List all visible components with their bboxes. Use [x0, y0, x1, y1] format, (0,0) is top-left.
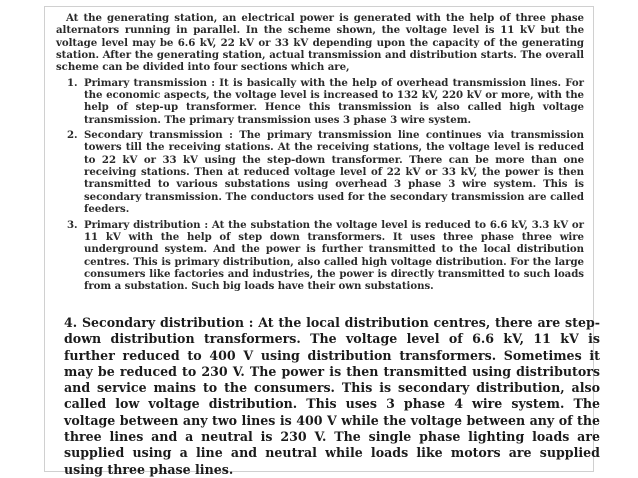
- item-text: At the substation the voltage level is reduced to 6.6 kV, 3.3 kV or 11 kV with the help of step down transformers. It uses three phase three wire underground system. And the power is further transmitted to the local distribution centres. This is primary distribution, also called high voltage distribution. For the large consumers like factories and industries, the power is directly transmitted to such loads from a substation. Such big loads have their own substations.: [84, 218, 584, 293]
- list-item-primary-transmission: [56, 77, 584, 126]
- intro-paragraph: At the generating station, an electrical power is generated with the help of three phase alternators running in parallel. In the scheme shown, the voltage level is 11 kV but the voltage level may be 6.6 kV, 22 kV or 33 kV depending upon the capacity of the generating station. After the generating station, actual transmission and distribution starts. The overall scheme can be divided into four sections which are,: [56, 12, 584, 74]
- item-number: 1.: [67, 76, 78, 89]
- list-item-primary-distribution: [56, 219, 584, 293]
- item-heading: Secondary transmission :: [84, 129, 233, 142]
- list-item-secondary-distribution: [52, 315, 600, 478]
- item-heading: Primary distribution :: [84, 218, 209, 231]
- item-number: 2.: [67, 129, 78, 142]
- item-text: It is basically with the help of overhead transmission lines. For the economic aspects, the voltage level is increased to 132 kV, 220 kV or more, with the help of step-up transformer. Hence this transmission is also called high voltage transmission. The primary transmission uses 3 phase 3 wire system.: [84, 76, 584, 126]
- item-text: At the local distribution centres, there are step-down distribution transformers. The voltage level of 6.6 kV, 11 kV is further reduced to 400 V using distribution transformers. Sometimes it may be reduced to 230 V. The power is then transmitted using distributors and service mains to the consumers. This is secondary distribution, also called low voltage distribution. This uses 3 phase 4 wire system. The voltage between any two lines is 400 V while the voltage between any of the three lines and a neutral is 230 V. The single phase lighting loads are supplied using a line and neutral while loads like motors are supplied using three phase lines.: [64, 315, 600, 477]
- item-text: The primary transmission line continues via transmission towers till the receiving stations. At the receiving stations, the voltage level is reduced to 22 kV or 33 kV using the step-down transformer. There can be more than one receiving stations. Then at reduced voltage level of 22 kV or 33 kV, the power is then transmitted to various substations using overhead 3 phase 3 wire system. This is secondary transmission. The conductors used for the secondary transmission are called feeders.: [84, 129, 584, 216]
- list-item-secondary-transmission: [56, 129, 584, 215]
- item-heading: Primary transmission :: [84, 76, 215, 89]
- scanned-text-block: [56, 12, 584, 293]
- item-heading: Secondary distribution :: [81, 315, 254, 330]
- item-number: 4.: [64, 315, 82, 330]
- item-number: 3.: [67, 218, 78, 231]
